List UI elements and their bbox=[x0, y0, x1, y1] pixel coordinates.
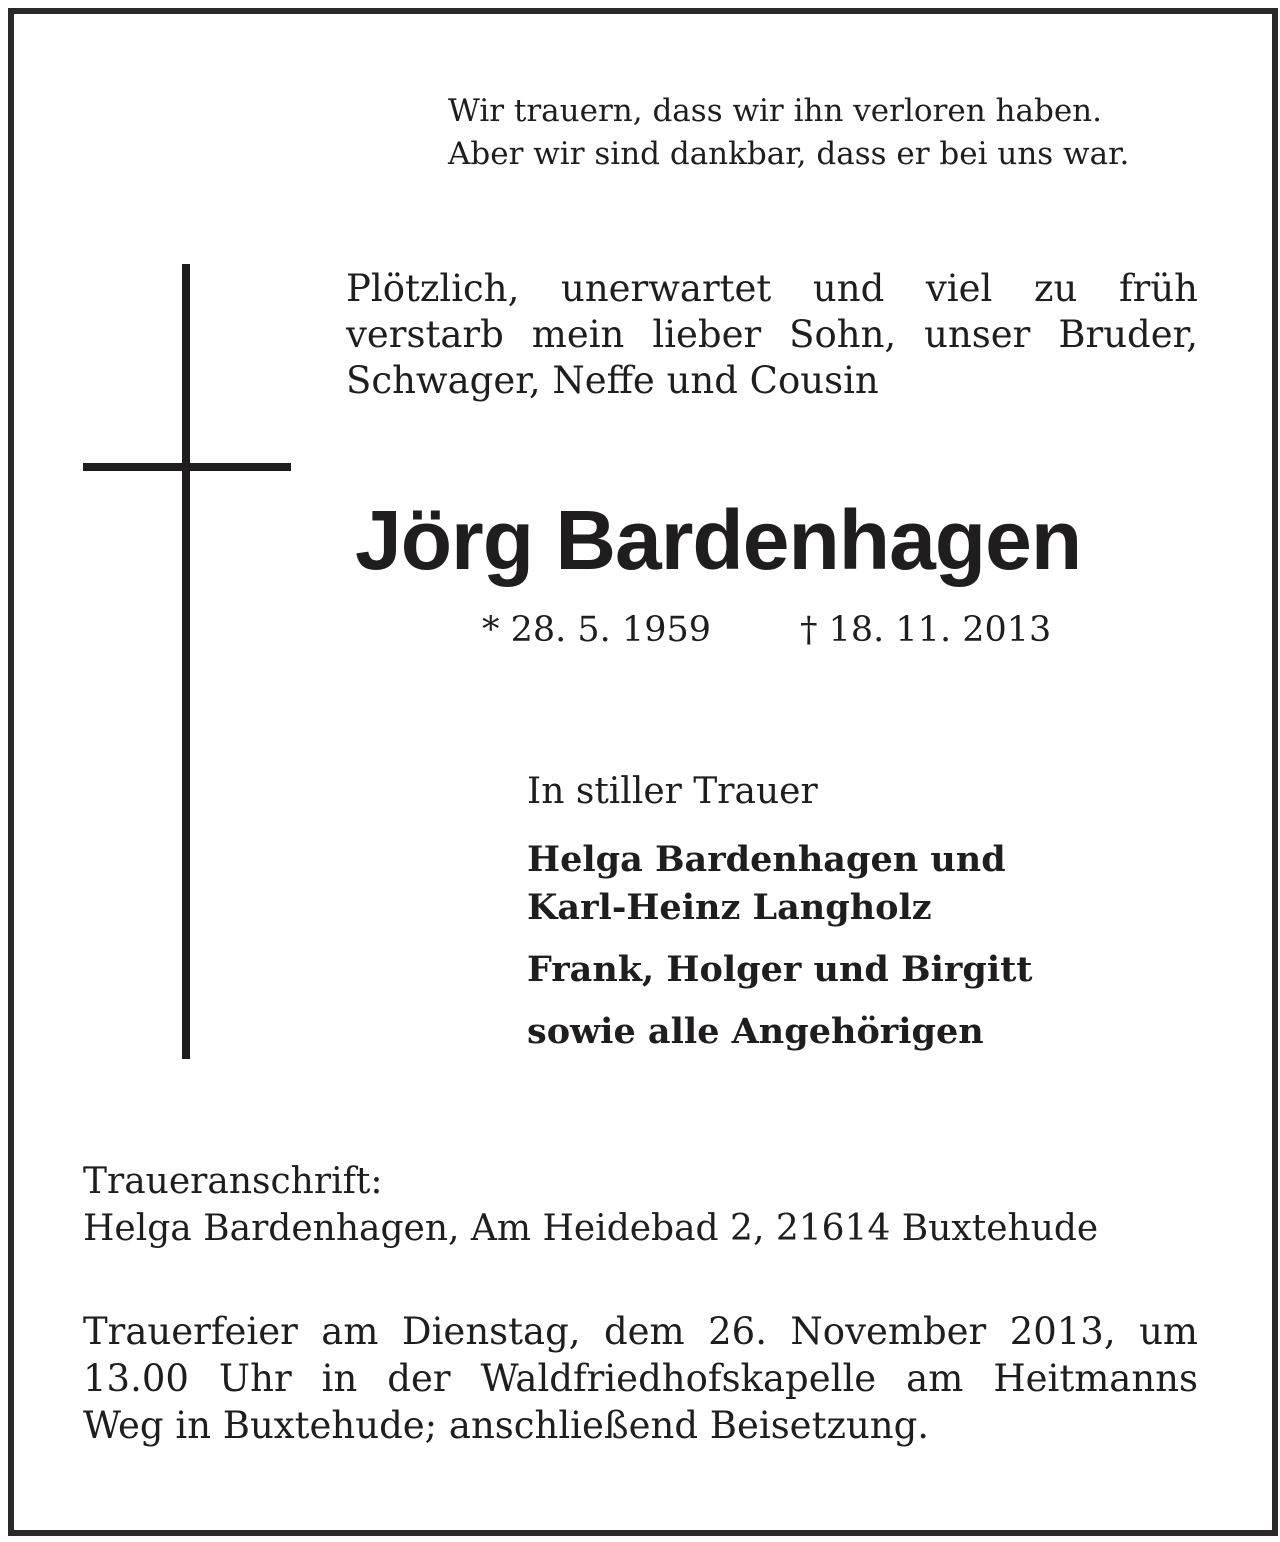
cross-icon bbox=[182, 264, 190, 1059]
ceremony-line-3: Weg in Buxtehude; anschließend Beisetzung. bbox=[83, 1404, 930, 1447]
mourners-label: In stiller Trauer bbox=[527, 771, 818, 812]
death-date: † 18. 11. 2013 bbox=[800, 610, 1052, 650]
death-announcement-text bbox=[346, 266, 1198, 404]
quote-line-1: Wir trauern, dass wir ihn verloren haben. bbox=[448, 93, 1102, 129]
funeral-service-info bbox=[83, 1308, 1198, 1449]
mourning-address bbox=[83, 1158, 1098, 1252]
mourner-line-4: sowie alle Angehörigen bbox=[527, 1011, 984, 1052]
mourner-line-3: Frank, Holger und Birgitt bbox=[527, 949, 1033, 990]
address-value: Helga Bardenhagen, Am Heidebad 2, 21614 Buxtehude bbox=[83, 1208, 1099, 1249]
ceremony-line-1: Trauerfeier am Dienstag, dem 26. November 2013, um bbox=[83, 1310, 1198, 1353]
mourner-line-2: Karl-Heinz Langholz bbox=[527, 887, 932, 928]
mourner-line-1: Helga Bardenhagen und bbox=[527, 839, 1006, 880]
birth-date: * 28. 5. 1959 bbox=[482, 610, 712, 650]
intro-line-3: Schwager, Neffe und Cousin bbox=[346, 359, 879, 402]
memorial-quote bbox=[448, 90, 1129, 176]
quote-line-2: Aber wir sind dankbar, dass er bei uns war. bbox=[448, 136, 1130, 172]
deceased-name: Jörg Bardenhagen bbox=[355, 493, 1082, 587]
address-label: Traueranschrift: bbox=[83, 1161, 383, 1202]
cross-icon-crossbar bbox=[83, 463, 291, 471]
intro-line-2: verstarb mein lieber Sohn, unser Bruder, bbox=[346, 313, 1198, 356]
intro-line-1: Plötzlich, unerwartet und viel zu früh bbox=[346, 267, 1198, 310]
ceremony-line-2: 13.00 Uhr in der Waldfriedhofskapelle am Heitmanns bbox=[83, 1357, 1198, 1400]
